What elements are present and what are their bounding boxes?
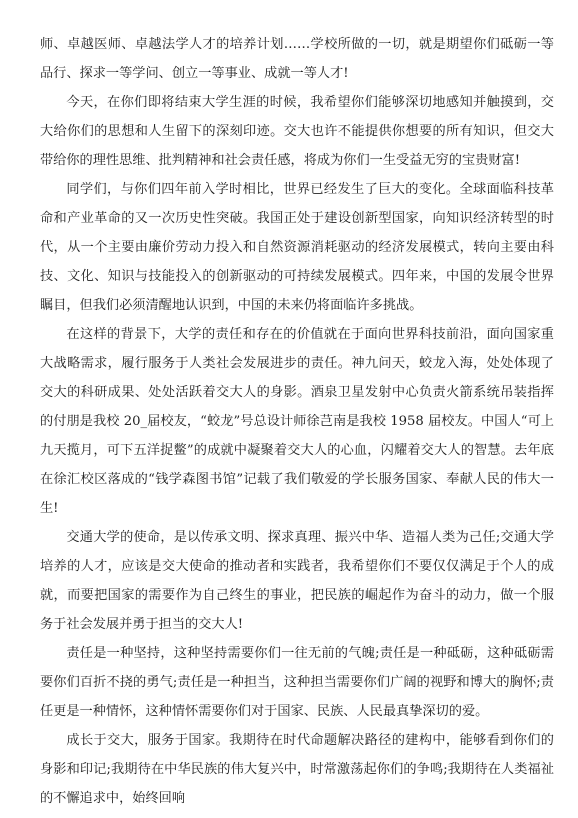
- paragraph: 在这样的背景下，大学的责任和存在的价值就在于面向世界科技前沿，面向国家重大战略需求，履行服务于人类社会发展进步的责任。神九问天，蛟龙入海，处处体现了交大的科研成果、处处活跃着交大人的身影。酒泉卫星发射中心负责火箭系统吊装指挥的付朋是我校 20_届校友，“蛟龙”号总设计师徐芑南是我校 1958 届校友。中国人“可上九天揽月，可下五洋捉鳖”的成就中凝聚着交大人的心血，闪耀着交大人的智慧。去年底在徐汇校区落成的“钱学森图书馆”记载了我们敬爱的学长服务国家、奉献人民的伟大一生!: [40, 327, 554, 516]
- paragraph: 师、卓越医师、卓越法学人才的培养计划……学校所做的一切，就是期望你们砥砺一等品行、探求一等学问、创立一等事业、成就一等人才!: [40, 37, 554, 81]
- paragraph: 今天，在你们即将结束大学生涯的时候，我希望你们能够深切地感知并触摸到，交大给你们的思想和人生留下的深刻印迹。交大也许不能提供你想要的所有知识，但交大带给你的理性思维、批判精神和社会责任感，将成为你们一生受益无穷的宝贵财富!: [40, 95, 554, 168]
- paragraph: 成长于交大，服务于国家。我期待在时代命题解决路径的建构中，能够看到你们的身影和印记;我期待在中华民族的伟大复兴中，时常激荡起你们的争鸣;我期待在人类福祉的不懈追求中，始终回响: [40, 733, 554, 806]
- document-body: [40, 30, 554, 813]
- paragraph: 交通大学的使命，是以传承文明、探求真理、振兴中华、造福人类为己任;交通大学培养的人才，应该是交大使命的推动者和实践者，我希望你们不要仅仅满足于个人的成就，而要把国家的需要作为自己终生的事业，把民族的崛起作为奋斗的动力，做一个服务于社会发展并勇于担当的交大人!: [40, 530, 554, 632]
- paragraph: 同学们，与你们四年前入学时相比，世界已经发生了巨大的变化。全球面临科技革命和产业革命的又一次历史性突破。我国正处于建设创新型国家，向知识经济转型的时代，从一个主要由廉价劳动力投入和自然资源消耗驱动的经济发展模式，转向主要由科技、文化、知识与技能投入的创新驱动的可持续发展模式。四年来，中国的发展令世界瞩目，但我们必须清醒地认识到，中国的未来仍将面临许多挑战。: [40, 182, 554, 313]
- paragraph: 责任是一种坚持，这种坚持需要你们一往无前的气魄;责任是一种砥砺，这种砥砺需要你们百折不挠的勇气;责任是一种担当，这种担当需要你们广阔的视野和博大的胸怀;责任更是一种情怀，这种情怀需要你们对于国家、民族、人民最真挚深切的爱。: [40, 646, 554, 719]
